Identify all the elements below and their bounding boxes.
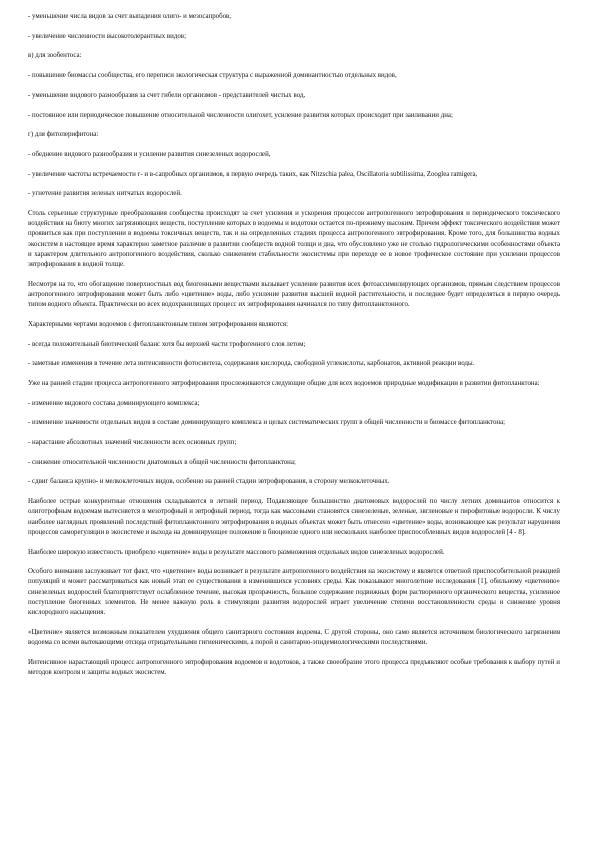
- body-paragraph: Наиболее острые конкурентные отношения складываются в летний период. Подавляющее большинство диатомовых водорослей по числу летних доминантов относится к олиготрофным водоемам вытесняется в мезотрофный и эвтрофный период, тогда как массовыми становятся синезеленые, зеленые, эвгленовые и пирофитовые водоросли. К числу наиболее наглядных проявлений последствий фитопланктонного эвтрофирования в водных объектах может быть отнесено «цветение» воды, возникающее как результат нарушения процессов саморегуляции в экосистеме и выхода на доминирующее положение в биоценозе одного или нескольких наиболее приспособленных видов водорослей [4 - 8].: [28, 498, 560, 536]
- list-item: - всегда положительный биотический баланс хотя бы верхней части трофогенного слоя летом;: [28, 340, 306, 348]
- body-paragraph: Несмотря на то, что обогащение поверхностных вод биогенными веществами вызывает усиление развития всех фотоассимилирующих организмов, прямым следствием процессов антропогенного эвтрофирования может быть либо «цветение» воды, либо усиление развития высшей водной растительности, и последнее будет определяться в первую очередь типом водного объекта. Практически во всех водохранилищах процесс их эвтрофирования начинался по типу фитопланктонного.: [28, 280, 560, 309]
- list-item: - уменьшение числа видов за счет выпадения олиго- и мезосапробов,: [28, 13, 232, 20]
- list-item: - угнетение развития зеленых нитчатых водорослей.: [28, 190, 182, 198]
- section-label: в) для зообентоса:: [28, 52, 82, 60]
- list-item: - обеднение видового разнообразия и усиление развития синезеленых водорослей,: [28, 150, 271, 158]
- list-item: - сдвиг баланса крупно- и мелкоклеточных видов, особенно на ранней стадии эвтрофирования, в сторону мелкоклеточных.: [28, 478, 390, 486]
- body-paragraph: Характерными чертами водоемов с фитопланктонным типом эвтрофирования являются:: [28, 320, 288, 328]
- body-paragraph: Особого внимания заслуживает тот факт, что «цветение» воды возникает в результате антропогенного воздействия на экосистему и является ответной приспособительной реакцией популяций и может рассматриваться как новый этап ее существования в изменившихся условиях среды. Как показывают многолетние исследования [1], обильному «цветению» синезеленых водорослей благоприятствует ослабленное течение, высокая прозрачность, большое содержание подвижных форм растворенного органического вещества, усиленное поступление биогенных элементов. Не менее важную роль в стимуляции развития водорослей играет увеличение степени восстановленности среды и снижение уровня кислородного насыщения.: [28, 568, 560, 617]
- list-item: - заметные изменения в течение лета интенсивности фотосинтеза, содержания кислорода, свободной углекислоты, карбонатов, активной реакции воды.: [28, 360, 475, 368]
- list-item: - изменение значимости отдельных видов в составе доминирующего комплекса и целых систематических групп в общей численности и биомассе фитопланктона;: [28, 419, 506, 427]
- list-item: - увеличение численности высокотолерантных видов;: [28, 32, 186, 40]
- document-body: [28, 12, 560, 688]
- body-paragraph: Наиболее широкую известность приобрело «цветение» воды в результате массового размножения отдельных видов синезеленых водорослей.: [28, 548, 445, 556]
- list-item: - повышение биомассы сообщества, его переписи экологическая структура с выраженной доминантностью отдельных видов,: [28, 72, 397, 80]
- section-label: г) для фитоперифитона:: [28, 131, 99, 139]
- list-item: - изменение видового состава доминирующего комплекса;: [28, 399, 200, 407]
- list-item: - постоянное или периодическое повышение относительной численности олигохет, усиление развития которых происходит при заиливании дна;: [28, 111, 453, 119]
- body-paragraph: Уже на ранней стадии процесса антропогенного эвтрофирования прослеживаются следующие общие для всех водоемов природные модификации в развитии фитопланктона:: [28, 379, 540, 387]
- body-paragraph: «Цветение» является возможным показателем ухудшения общего санитарного состояния водоема. С другой стороны, оно само является источником биологического загрязнения водоема со всеми вытекающими отсюда отрицательными гигиеническими, а порой и санитарно-эпидемиологическими последствиями.: [28, 628, 560, 646]
- list-item: - увеличение частоты встречаемости г- и в-сапробных организмов, в первую очередь таких, как Nitzschia palea, Oscillatoria subtilissima, Zooglea ramigera,: [28, 170, 478, 178]
- list-item: - снижение относительной численности диатомовых в общей численности фитопланктона;: [28, 458, 296, 466]
- body-paragraph: Столь серьезные структурные преобразования сообщества происходят за счет усиления и ускорения процессов антропогенного эвтрофирования и периодического токсического воздействия на биоту многих загрязняющих веществ, поступление которых в водоемы и водотоки остается по-прежнему высоким. Причем эффект токсического воздействия может проявиться как при поступлении в водоемы токсичных веществ, так и на определенных стадиях процесса антропогенного эвтрофирования. Кроме того, для большинства водных экосистем в настоящее время характерно заметное различие в развитии сообществ водной толщи и дна, что обусловлено уже не столько гидрологическими особенностями объекта и характером длительного антропогенного воздействия, сколько снижением стабильности экосистемы при переходе ее в новое трофическое состояние при усилении процессов эвтрофирования в водной толще.: [28, 210, 560, 269]
- body-paragraph: Интенсивное нарастающий процесс антропогенного эвтрофирования водоемов и водотоков, а также своеобразие этого процесса предъявляют особые требования к выбору путей и методов контроля и защиты водных экосистем.: [28, 658, 560, 676]
- list-item: - нарастание абсолютных значений численности всех основных групп;: [28, 439, 237, 447]
- list-item: - уменьшение видового разнообразия за счет гибели организмов - представителей чистых вод,: [28, 91, 306, 99]
